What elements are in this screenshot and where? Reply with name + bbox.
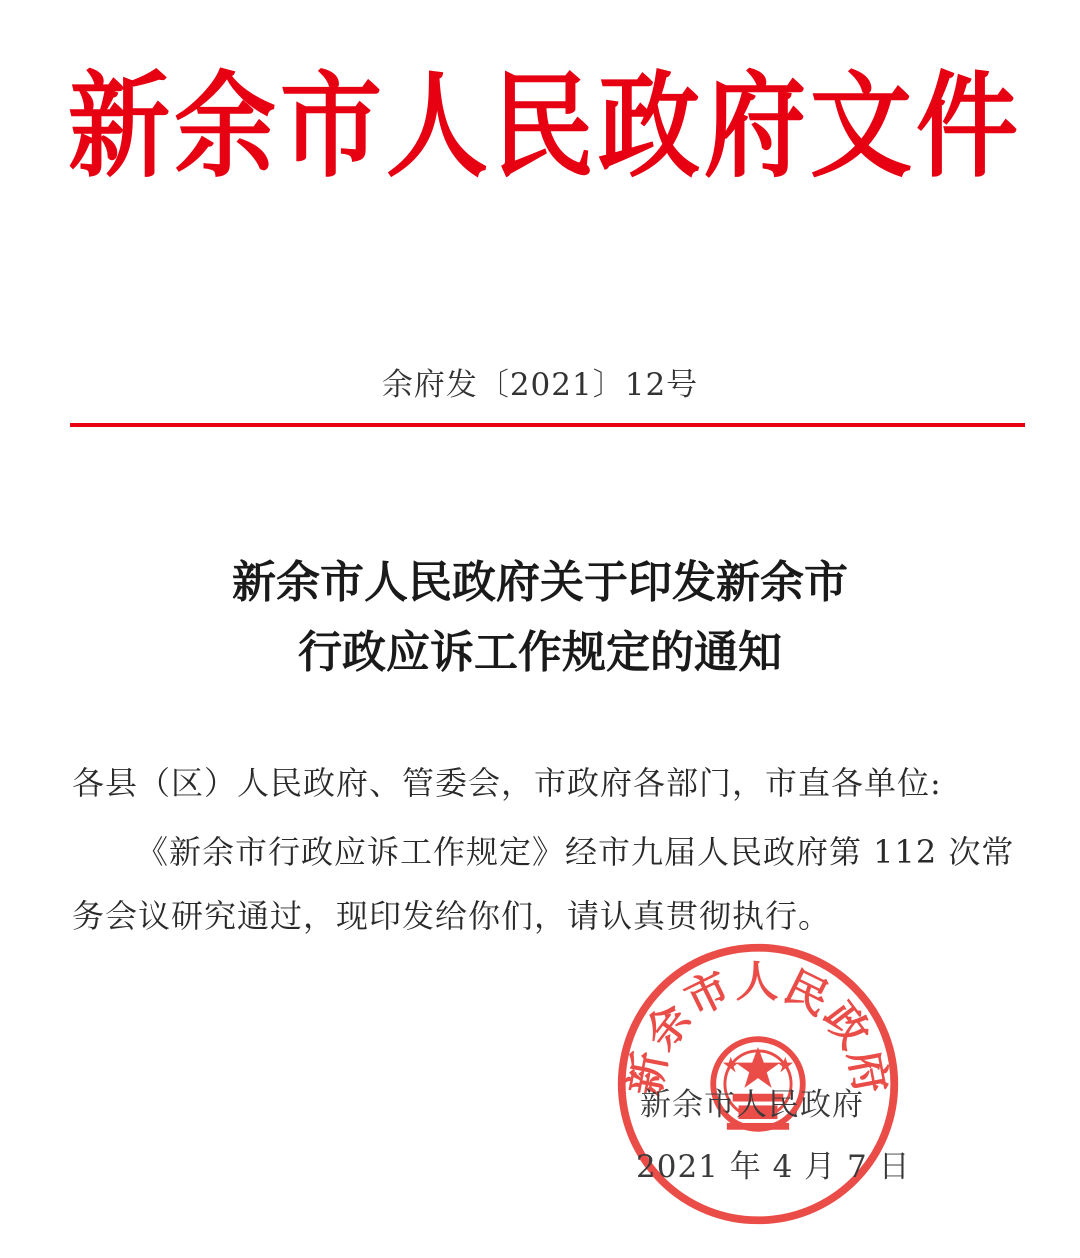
- document-title: [0, 548, 1080, 688]
- title-line-1: 新余市人民政府关于印发新余市: [232, 557, 848, 608]
- title-line-2: 行政应诉工作规定的通知: [298, 627, 782, 678]
- red-divider-line: [70, 423, 1025, 427]
- issue-date: 2021 年 4 月 7 日: [636, 1149, 911, 1185]
- document-number: 余府发〔2021〕12号: [381, 367, 699, 403]
- body-paragraph: 《新余市行政应诉工作规定》经市九届人民政府第 112 次常务会议研究通过，现印发给你们，请认真贯彻执行。: [72, 833, 1015, 935]
- masthead-title: 新余市人民政府文件: [68, 59, 1022, 195]
- salutation: 各县（区）人民政府、管委会，市政府各部门，市直各单位:: [72, 764, 942, 802]
- issuing-authority: 新余市人民政府: [640, 1087, 864, 1123]
- seal-text: 新余市人民政府: [619, 957, 897, 1100]
